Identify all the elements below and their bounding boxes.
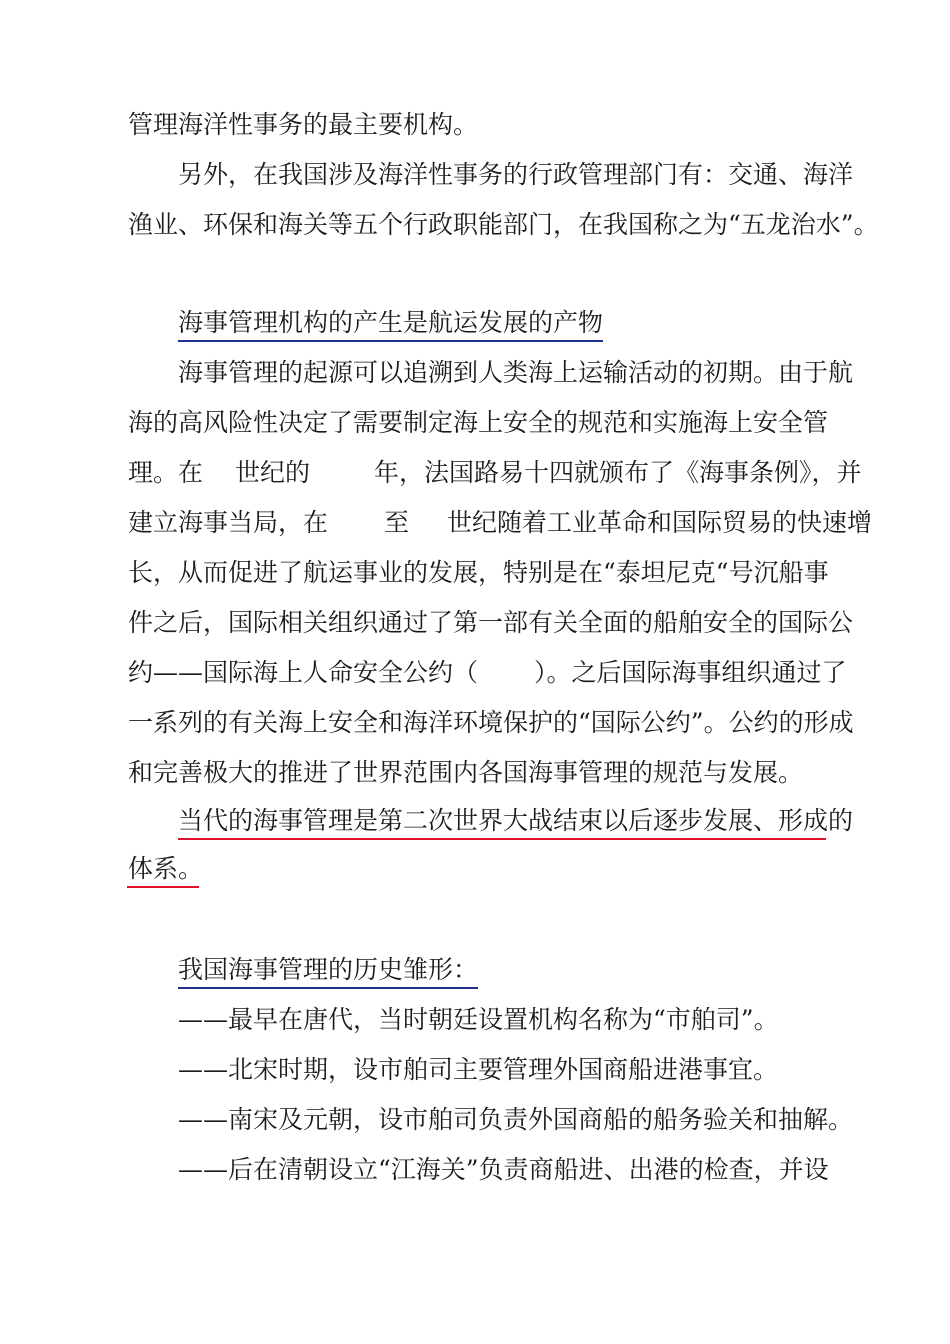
text-segment: 至	[384, 508, 410, 537]
text-segment: 世纪的	[235, 458, 311, 487]
list-item: ——北宋时期，设市舶司主要管理外国商船进港事宜。	[178, 1055, 779, 1084]
list-item: ——后在清朝设立“江海关”负责商船进、出港的检查，并设	[178, 1155, 829, 1184]
red-underline	[127, 886, 199, 888]
paragraph-line-segmented	[128, 658, 847, 688]
text-segment: 世纪随着工业革命和国际贸易的快速增	[447, 508, 873, 537]
paragraph-line-segmented	[128, 458, 862, 488]
text-segment: 建立海事当局，在	[128, 508, 329, 537]
section-heading: 我国海事管理的历史雏形：	[178, 955, 478, 989]
section-heading: 海事管理机构的产生是航运发展的产物	[178, 308, 603, 342]
paragraph-line: 渔业、环保和海关等五个行政职能部门，在我国称之为“五龙治水”。	[128, 210, 879, 239]
paragraph-line: 管理海洋性事务的最主要机构。	[128, 110, 479, 139]
text-segment: 年，法国路易十四就颁布了《海事条例》，并	[374, 458, 862, 487]
paragraph-line: 和完善极大的推进了世界范围内各国海事管理的规范与发展。	[128, 758, 804, 787]
paragraph-line: 海的高风险性决定了需要制定海上安全的规范和实施海上安全管	[128, 408, 829, 437]
section-heading-wrapper	[178, 308, 603, 338]
paragraph-line: 长，从而促进了航运事业的发展，特别是在“泰坦尼克“号沉船事	[128, 558, 829, 587]
paragraph-line: 海事管理的起源可以追溯到人类海上运输活动的初期。由于航	[178, 358, 854, 387]
emphasis-line: 当代的海事管理是第二次世界大战结束以后逐步发展、形成的	[178, 806, 854, 835]
emphasis-line: 体系。	[128, 854, 204, 883]
list-item: ——南宋及元朝，设市舶司负责外国商船的船务验关和抽解。	[178, 1105, 854, 1134]
section-heading-wrapper	[178, 955, 478, 985]
list-item: ——最早在唐代，当时朝廷设置机构名称为“市舶司”。	[178, 1005, 779, 1034]
red-underline	[178, 838, 826, 840]
paragraph-line: 件之后，国际相关组织通过了第一部有关全面的船舶安全的国际公	[128, 608, 854, 637]
text-segment: 约——国际海上人命安全公约（	[128, 658, 479, 687]
paragraph-line: 一系列的有关海上安全和海洋环境保护的“国际公约”。公约的形成	[128, 708, 854, 737]
paragraph-line-segmented	[128, 508, 872, 538]
paragraph-line: 另外，在我国涉及海洋性事务的行政管理部门有：交通、海洋	[178, 160, 854, 189]
text-segment: ）。之后国际海事组织通过了	[534, 658, 847, 687]
text-segment: 理。在	[128, 458, 204, 487]
